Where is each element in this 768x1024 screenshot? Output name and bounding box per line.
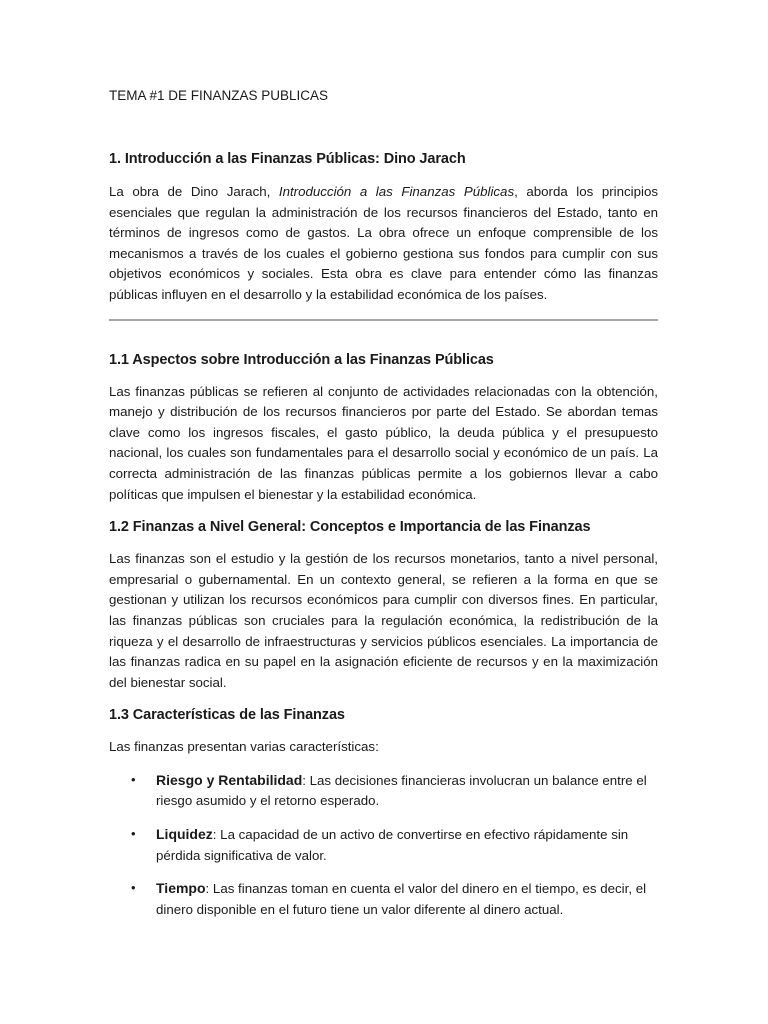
section-paragraph-1-1: Las finanzas públicas se refieren al conjunto de actividades relacionadas con la obtención, manejo y distribución de los recursos financieros por parte del Estado. Se abordan temas clave como los ingresos fiscales, el gasto público, la deuda pública y el presupuesto nacional, los cuales son fundamentales para el desarrollo social y económico de un país. La correcta administración de las finanzas públicas permite a los gobiernos llevar a cabo políticas que impulsen el bienestar y la estabilidad económica. <box>109 383 658 502</box>
characteristics-list <box>109 770 658 921</box>
horizontal-divider <box>109 319 658 321</box>
list-item-text: : Las finanzas toman en cuenta el valor del dinero en el tiempo, es decir, el dinero disponible en el futuro tiene un valor diferente al dinero actual. <box>156 881 647 917</box>
section-heading-1-3: 1.3 Características de las Finanzas <box>109 707 345 724</box>
section-heading-1-2: 1.2 Finanzas a Nivel General: Conceptos e Importancia de las Finanzas <box>109 519 591 536</box>
section-heading-intro: 1. Introducción a las Finanzas Públicas: Dino Jarach <box>109 151 466 167</box>
list-item <box>109 824 658 866</box>
bullet-icon: • <box>131 771 136 787</box>
list-item-text: : La capacidad de un activo de convertirse en efectivo rápidamente sin pérdida significativa de valor. <box>156 827 629 863</box>
bullet-icon: • <box>131 880 136 896</box>
list-item-term: Riesgo y Rentabilidad <box>156 771 303 788</box>
section-heading-1-1: 1.1 Aspectos sobre Introducción a las Finanzas Públicas <box>109 351 494 368</box>
bullet-icon: • <box>131 826 136 842</box>
list-item-text: : Las decisiones financieras involucran un balance entre el riesgo asumido y el retorno esperado. <box>156 772 647 809</box>
intro-text-start: La obra de Dino Jarach, <box>109 184 279 199</box>
section-paragraph-1-3: Las finanzas presentan varias características: <box>109 739 379 755</box>
section-paragraph-1-2: Las finanzas son el estudio y la gestión de los recursos monetarios, tanto a nivel personal, empresarial o gubernamental. En un contexto general, se refieren a la forma en que se gestionan y utilizan los recursos económicos para cumplir con diversos fines. En particular, las finanzas públicas son cruciales para la regulación económica, la redistribución de la riqueza y el desarrollo de infraestructuras y servicios públicos esenciales. La importancia de las finanzas radica en su papel en la asignación eficiente de recursos y en la maximización del bienestar social. <box>109 551 658 690</box>
document-body <box>109 86 658 932</box>
section-paragraph-intro <box>109 182 658 306</box>
list-item <box>109 878 658 920</box>
list-item-term: Liquidez <box>156 826 213 843</box>
book-title-italic: Introducción a las Finanzas Públicas <box>278 184 515 199</box>
intro-text-end: , aborda los principios esenciales que regulan la administración de los recursos financieros del Estado, tanto en términos de ingresos como de gastos. La obra ofrece un enfoque comprensible de los mecanismos a través de los cuales el gobierno gestiona sus fondos para cumplir con sus objetivos económicos y sociales. Esta obra es clave para entender cómo las finanzas públicas influyen en el desarrollo y la estabilidad económica de los países. <box>109 184 658 302</box>
list-item-term: Tiempo <box>156 880 206 897</box>
document-title: TEMA #1 DE FINANZAS PUBLICAS <box>109 88 329 103</box>
list-item <box>109 770 658 812</box>
